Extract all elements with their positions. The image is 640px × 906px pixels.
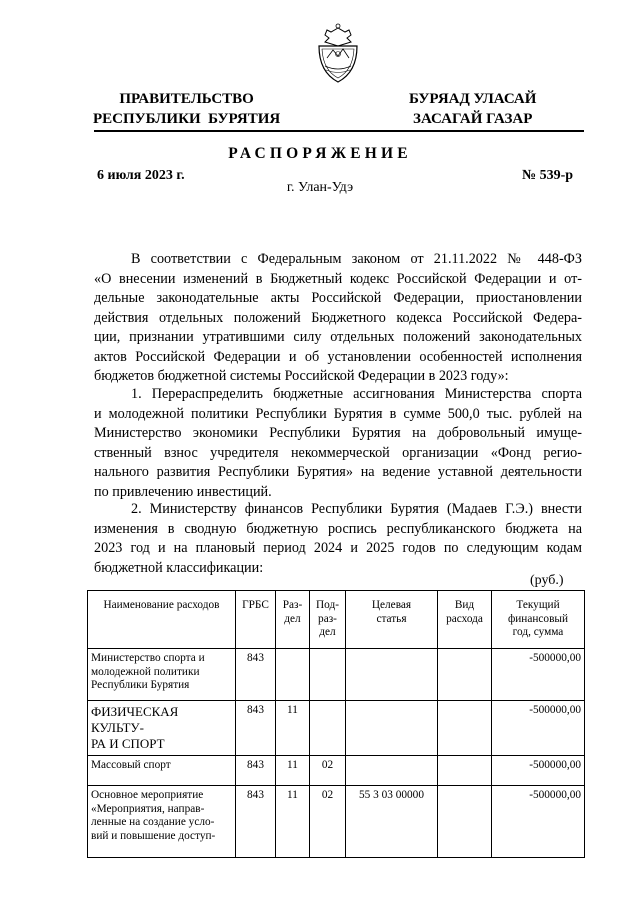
item-2-line: бюджетной классификации:: [94, 559, 264, 576]
row-podrazdel: 02: [310, 786, 346, 858]
row-razdel: 11: [276, 756, 310, 786]
table-row: [88, 649, 585, 701]
item-2-line: изменения в сводную бюджетную роспись республиканского бюджета на: [94, 520, 582, 537]
document-city: г. Улан-Удэ: [286, 180, 354, 195]
col-header-grbs: ГРБС: [236, 591, 276, 649]
col-header-podrazdel: Под- раз- дел: [310, 591, 346, 649]
row-target: [346, 701, 438, 756]
row-grbs: 843: [236, 786, 276, 858]
row-target: 55 3 03 00000: [346, 786, 438, 858]
preamble-line: дельные законодательные акты Российской Федерации, приостановлении: [94, 290, 582, 306]
row-vid: [438, 756, 492, 786]
budget-table: [87, 590, 585, 858]
coat-of-arms-icon: [313, 22, 363, 86]
header-divider: [94, 130, 584, 132]
header-left: [93, 89, 280, 129]
row-grbs: 843: [236, 649, 276, 701]
row-name: Министерство спорта и молодежной политики Республики Бурятия: [88, 649, 236, 701]
row-name: Массовый спорт: [88, 756, 236, 786]
item-1-line: и молодежной политики Республики Бурятия в сумме 500,0 тыс. рублей на: [94, 405, 582, 422]
row-sum: -500000,00: [492, 786, 585, 858]
row-vid: [438, 701, 492, 756]
header-left-line1: ПРАВИТЕЛЬСТВО: [119, 91, 254, 107]
header-left-line2: РЕСПУБЛИКИ БУРЯТИЯ: [93, 111, 281, 127]
header-right-line1: БУРЯАД УЛАСАЙ: [409, 91, 537, 107]
row-vid: [438, 649, 492, 701]
item-2-paragraph: [94, 500, 582, 578]
row-vid: [438, 786, 492, 858]
header-right-line2: ЗАСАГАЙ ГАЗАР: [413, 111, 533, 127]
row-podrazdel: [310, 649, 346, 701]
item-1-line: Министерство экономики Республики Бурятия на добровольный имуще-: [94, 425, 582, 441]
item-1-line: нального развития Республики Бурятия» на ведение уставной деятельности: [94, 464, 582, 480]
item-1-paragraph: [94, 385, 582, 502]
row-razdel: 11: [276, 701, 310, 756]
item-1-line: ственный взнос учредителя некоммерческой организации «Фонд регио-: [94, 444, 582, 461]
table-row: [88, 756, 585, 786]
preamble-paragraph: [94, 250, 582, 387]
preamble-line: ции, признании утратившими силу отдельных положений законодательных: [94, 329, 582, 345]
row-podrazdel: [310, 701, 346, 756]
header-right: [409, 89, 536, 129]
row-sum: -500000,00: [492, 701, 585, 756]
item-2-line: 2. Министерству финансов Республики Бурятия (Мадаев Г.Э.) внести: [131, 501, 582, 517]
row-sum: -500000,00: [492, 756, 585, 786]
item-1-line: по привлечению инвестиций.: [94, 483, 272, 500]
row-grbs: 843: [236, 701, 276, 756]
document-number: № 539-р: [522, 168, 574, 183]
col-header-name: Наименование расходов: [88, 591, 236, 649]
col-header-sum: Текущий финансовый год, сумма: [492, 591, 585, 649]
col-header-vid: Вид расхода: [438, 591, 492, 649]
preamble-line: актов Российской Федерации и об установлении особенностей исполнения: [94, 348, 582, 365]
row-target: [346, 649, 438, 701]
row-grbs: 843: [236, 756, 276, 786]
col-header-target: Целевая статья: [346, 591, 438, 649]
row-name: ФИЗИЧЕСКАЯ КУЛЬТУ- РА И СПОРТ: [88, 701, 236, 756]
row-name: Основное мероприятие «Мероприятия, направ- ленные на создание усло- вий и повышение доступ-: [88, 786, 236, 858]
col-header-razdel: Раз- дел: [276, 591, 310, 649]
preamble-line: В соответствии с Федеральным законом от 21.11.2022 № 448-ФЗ: [131, 251, 582, 267]
item-2-line: 2023 год и на плановый период 2024 и 2025 годов по следующим кодам: [94, 540, 582, 556]
row-podrazdel: 02: [310, 756, 346, 786]
table-row: [88, 701, 585, 756]
row-razdel: [276, 649, 310, 701]
preamble-line: действия отдельных положений Бюджетного кодекса Российской Федера-: [94, 309, 582, 326]
currency-unit: (руб.): [530, 573, 564, 588]
preamble-line: бюджетов бюджетной системы Российской Федерации в 2023 году»:: [94, 368, 509, 384]
row-target: [346, 756, 438, 786]
document-title: РАСПОРЯЖЕНИЕ: [228, 145, 412, 162]
row-sum: -500000,00: [492, 649, 585, 701]
table-row: [88, 786, 585, 858]
document-date: 6 июля 2023 г.: [97, 168, 185, 183]
item-1-line: 1. Перераспределить бюджетные ассигнования Министерства спорта: [131, 386, 582, 402]
table-header-row: [88, 591, 585, 649]
preamble-line: «О внесении изменений в Бюджетный кодекс Российской Федерации и от-: [94, 270, 582, 287]
row-razdel: 11: [276, 786, 310, 858]
